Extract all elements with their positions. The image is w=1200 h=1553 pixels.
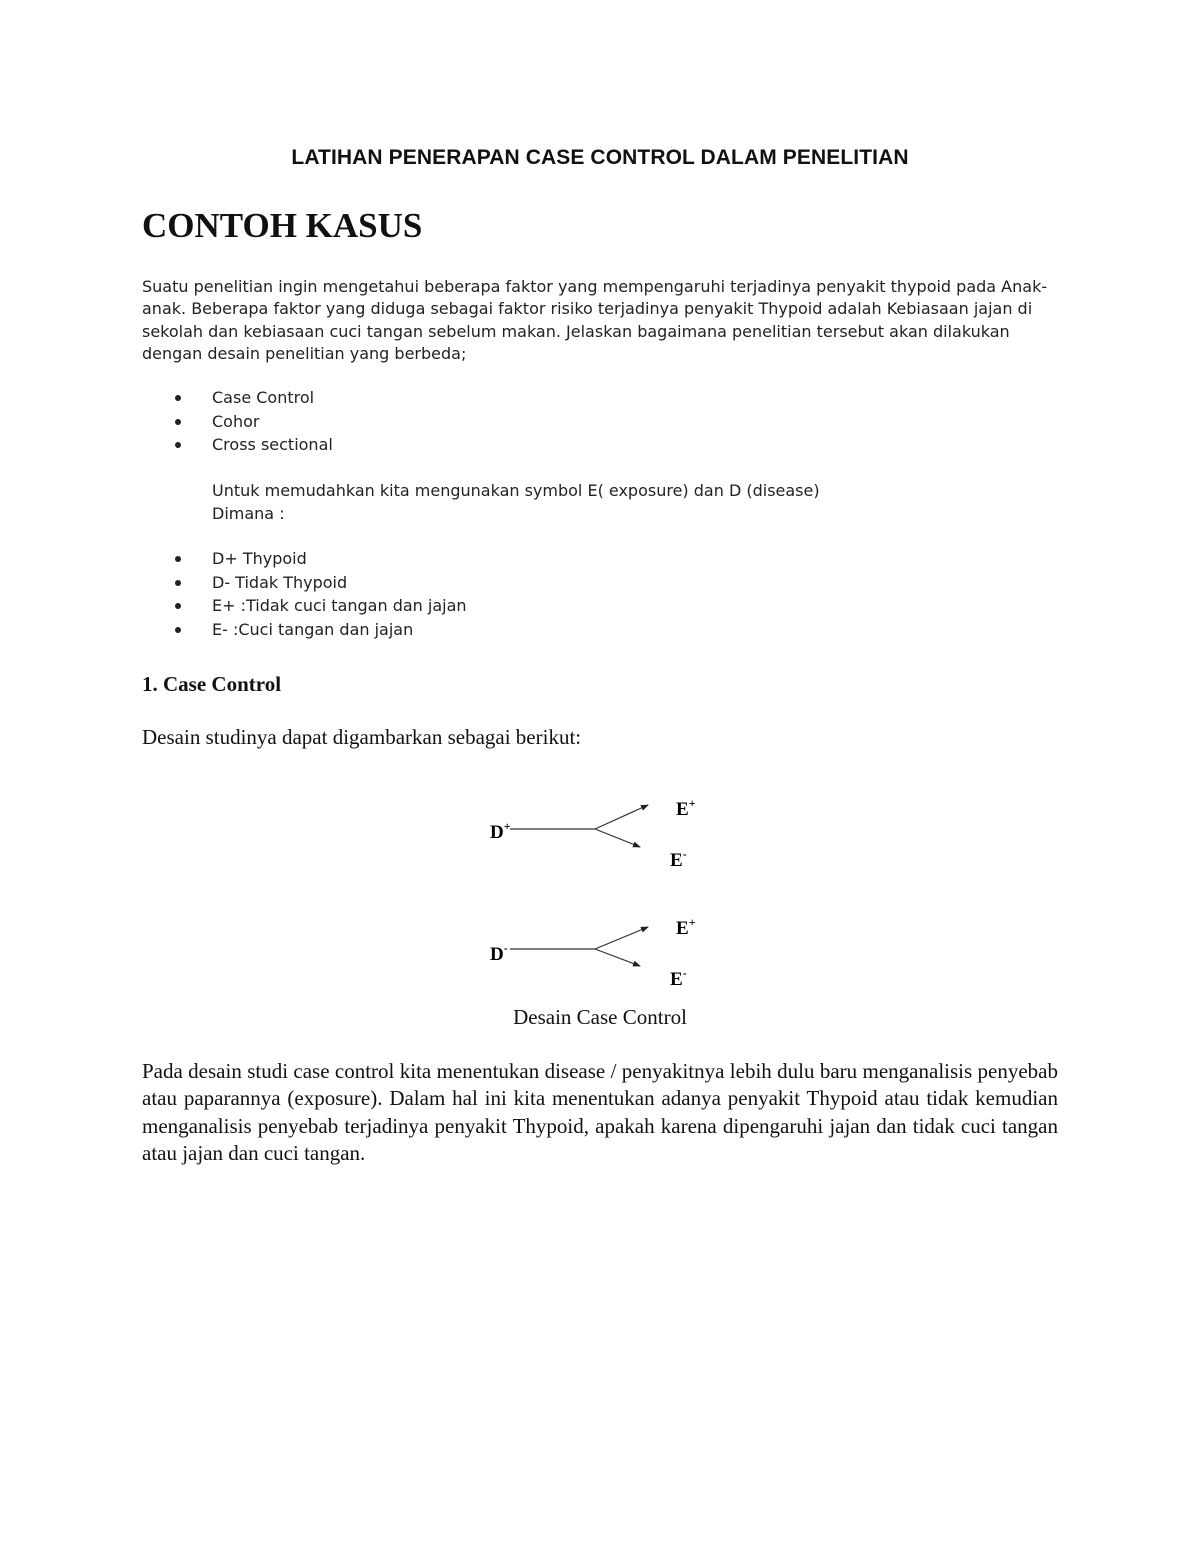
- design-list: [172, 386, 333, 457]
- symbol-note: [212, 480, 820, 525]
- e-minus-label: E-: [670, 966, 687, 990]
- list-item: E+ :Tidak cuci tangan dan jajan: [172, 594, 467, 618]
- symbol-note-line: Untuk memudahkan kita mengunakan symbol E( exposure) dan D (disease): [212, 481, 820, 500]
- case-control-diagram: [480, 790, 720, 990]
- explanation-paragraph: Pada desain studi case control kita menentukan disease / penyakitnya lebih dulu baru menganalisis penyebab atau paparannya (exposure). Dalam hal ini kita menentukan adanya penyakit Thypoid atau tidak kemudian menganalisis penyebab terjadinya penyakit Thypoid, apakah karena dipengaruhi jajan dan tidak cuci tangan atau jajan dan cuci tangan.: [142, 1059, 1058, 1165]
- e-plus-label: E+: [676, 796, 696, 820]
- e-plus-label: E+: [676, 915, 696, 939]
- list-item: Cohor: [172, 410, 333, 434]
- d-minus-to-e-minus-arrow: [595, 949, 640, 966]
- d-minus-to-e-plus-arrow: [595, 927, 648, 949]
- d-plus-label: D+: [490, 819, 511, 843]
- list-item: D- Tidak Thypoid: [172, 571, 467, 595]
- d-plus-to-e-minus-arrow: [595, 829, 640, 847]
- symbol-note-line: Dimana :: [212, 503, 285, 523]
- list-item: D+ Thypoid: [172, 547, 467, 571]
- section-heading: 1. Case Control: [142, 672, 282, 696]
- d-plus-to-e-plus-arrow: [595, 805, 648, 829]
- symbol-list: [172, 547, 467, 642]
- list-item: Cross sectional: [172, 433, 333, 457]
- d-minus-label: D-: [490, 941, 508, 965]
- list-item: E- :Cuci tangan dan jajan: [172, 618, 467, 642]
- document-title: LATIHAN PENERAPAN CASE CONTROL DALAM PENELITIAN: [291, 146, 909, 169]
- example-case-heading: CONTOH KASUS: [142, 206, 423, 245]
- list-item: Case Control: [172, 386, 333, 410]
- intro-paragraph: Suatu penelitian ingin mengetahui beberapa faktor yang mempengaruhi terjadinya penyakit thypoid pada Anak-anak. Beberapa faktor yang diduga sebagai faktor risiko terjadinya penyakit Thypoid adalah Kebiasaan jajan di sekolah dan kebiasaan cuci tangan sebelum makan. Jelaskan bagaimana penelitian tersebut akan dilakukan dengan desain penelitian yang berbeda;: [142, 277, 1048, 363]
- diagram-caption: Desain Case Control: [513, 1005, 687, 1029]
- section-description: Desain studinya dapat digambarkan sebagai berikut:: [142, 725, 582, 749]
- e-minus-label: E-: [670, 847, 687, 871]
